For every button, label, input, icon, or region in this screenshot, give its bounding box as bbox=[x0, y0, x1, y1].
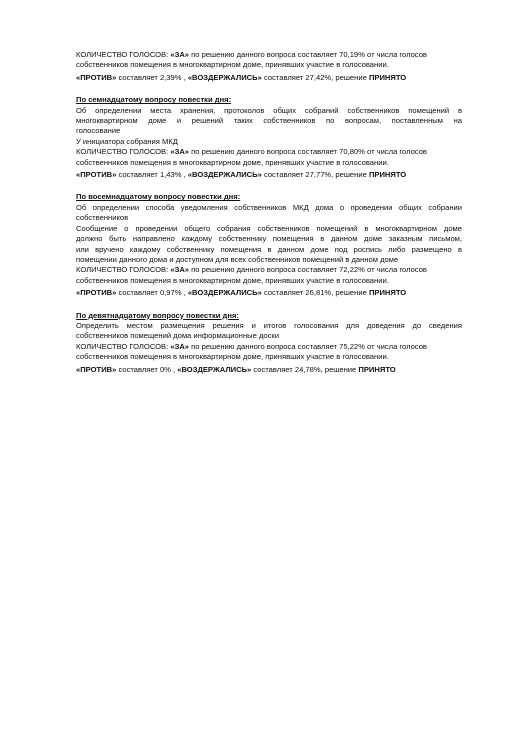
question-18-decision: Сообщение о проведении общего собрания собственников помещений в многоквартирном доме bbox=[76, 223, 462, 233]
vote-participants-line: собственников помещения в многоквартирном доме, принявших участие в голосовании. bbox=[76, 352, 389, 362]
vote-result-line: «ПРОТИВ» составляет 1,43% , «ВОЗДЕРЖАЛИСЬ» составляет 27,77%, решение ПРИНЯТО bbox=[76, 170, 407, 180]
vote-participants-line: собственников помещения в многоквартирном доме, принявших участие в голосовании. bbox=[76, 60, 389, 70]
vote-count-line: КОЛИЧЕСТВО ГОЛОСОВ: «ЗА» по решению данного вопроса составляет 75,22% от числа голосов bbox=[76, 341, 427, 351]
question-19-heading: По девятнадцатому вопросу повестки дня: bbox=[76, 310, 239, 320]
question-17-text: Об определении места хранения, протоколов общих собраний собственников помещений в bbox=[76, 105, 462, 115]
question-17-text: многоквартирном доме и решений таких собственников по вопросам, поставленным на bbox=[76, 116, 462, 126]
vote-for-label: «ЗА» bbox=[170, 341, 190, 351]
vote-result-line: «ПРОТИВ» составляет 0,97% , «ВОЗДЕРЖАЛИСЬ» составляет 26,81%, решение ПРИНЯТО bbox=[76, 288, 407, 298]
question-19-text: Определить местом размещения решения и итогов голосования для доведения до сведения bbox=[76, 320, 462, 330]
question-18-text: Об определении способа уведомления собственников МКД дома о проведении общих собрании bbox=[76, 202, 462, 212]
vote-count-line: КОЛИЧЕСТВО ГОЛОСОВ: «ЗА» по решению данного вопроса составляет 70,19% от числа голосов bbox=[76, 50, 427, 59]
decision-status: ПРИНЯТО bbox=[368, 288, 407, 298]
question-17-text: голосование bbox=[76, 126, 121, 136]
question-18-text: собственников bbox=[76, 213, 129, 223]
question-18-heading: По восемнадцатому вопросу повестки дня: bbox=[76, 192, 241, 202]
vote-participants-line: собственников помещения в многоквартирном доме, принявших участие в голосовании. bbox=[76, 157, 389, 167]
vote-for-label: «ЗА» bbox=[170, 50, 190, 59]
vote-count-line: КОЛИЧЕСТВО ГОЛОСОВ: «ЗА» по решению данного вопроса составляет 72,22% от числа голосов bbox=[76, 265, 427, 275]
vote-result-line: «ПРОТИВ» составляет 0% , «ВОЗДЕРЖАЛИСЬ» составляет 24,78%, решение ПРИНЯТО bbox=[76, 364, 396, 374]
question-18-decision: помещении данного дома и доступном для всех собственников помещений в данном доме bbox=[76, 254, 399, 264]
vote-count-line: КОЛИЧЕСТВО ГОЛОСОВ: «ЗА» по решению данного вопроса составляет 70,80% от числа голосов bbox=[76, 147, 427, 157]
question-18-decision: должно быть направлено каждому собственнику помещения в данном доме заказным письмом, bbox=[76, 234, 462, 244]
question-18-decision: или вручено каждому собственнику помещения в данном доме под роспись либо размещено в bbox=[76, 244, 462, 254]
vote-result-line: «ПРОТИВ» составляет 2,39% , «ВОЗДЕРЖАЛИСЬ» составляет 27,42%, решение ПРИНЯТО bbox=[76, 72, 407, 82]
vote-for-label: «ЗА» bbox=[170, 265, 190, 275]
question-17-heading: По семнадцатому вопросу повестки дня: bbox=[76, 95, 232, 105]
decision-status: ПРИНЯТО bbox=[368, 170, 407, 180]
document-page bbox=[76, 50, 462, 375]
decision-status: ПРИНЯТО bbox=[368, 72, 407, 82]
question-17-decision: У инициатора собрания МКД bbox=[76, 136, 178, 146]
vote-for-label: «ЗА» bbox=[170, 147, 190, 157]
decision-status: ПРИНЯТО bbox=[358, 364, 396, 374]
question-19-text: собственников помещений дома информационные доски bbox=[76, 331, 279, 341]
vote-participants-line: собственников помещения в многоквартирном доме, принявших участие в голосовании. bbox=[76, 275, 389, 285]
